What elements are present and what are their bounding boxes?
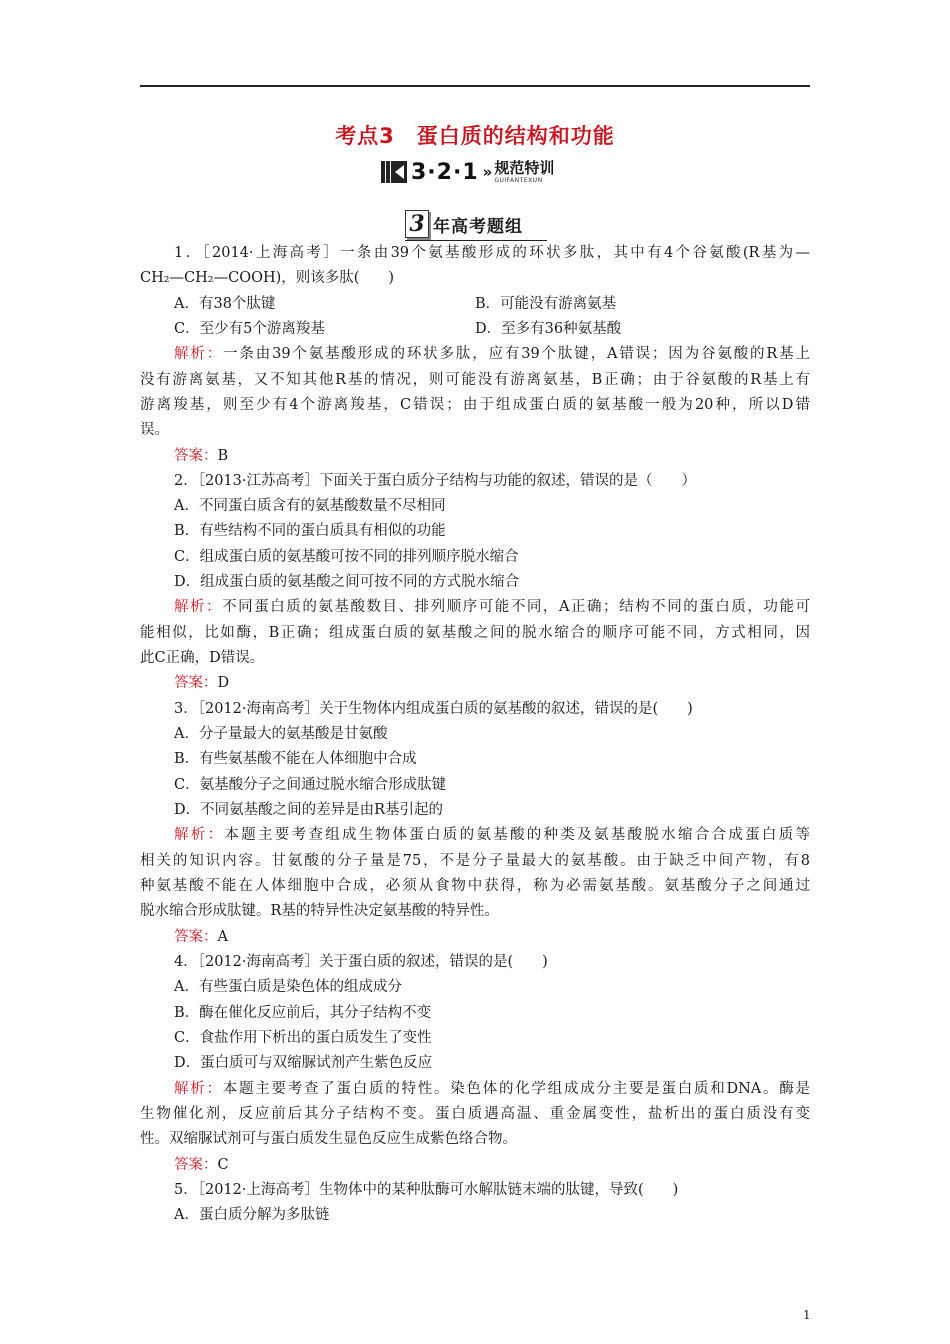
option-c: C．组成蛋白质的氨基酸可按不同的排列顺序脱水缩合 bbox=[174, 549, 519, 565]
question-stem: 1．［2014·上海高考］一条由39个氨基酸形成的环状多肽，其中有4个谷氨酸(R基为— bbox=[174, 245, 810, 261]
answer bbox=[174, 673, 229, 693]
answer bbox=[174, 446, 228, 466]
option-c: C．氨基酸分子之间通过脱水缩合形成肽键 bbox=[174, 777, 447, 793]
explanation-text: 没有游离氨基，又不知其他R基的情况，则可能没有游离氨基，B正确；由于谷氨酸的R基上有 bbox=[140, 372, 810, 388]
brand-logo bbox=[381, 158, 554, 186]
explanation-text: 性。双缩脲试剂可与蛋白质发生显色反应生成紫色络合物。 bbox=[140, 1131, 517, 1147]
explanation-text: 本题主要考查了蛋白质的特性。染色体的化学组成成分主要是蛋白质和DNA。酶是 bbox=[222, 1081, 810, 1097]
option-c: C．至少有5个游离羧基 bbox=[174, 321, 325, 337]
answer-value: C bbox=[217, 1157, 229, 1173]
answer bbox=[174, 1155, 229, 1175]
explanation-label: 解析： bbox=[174, 346, 224, 362]
option-d: D．蛋白质可与双缩脲试剂产生紫色反应 bbox=[174, 1055, 433, 1071]
section-heading bbox=[405, 210, 523, 238]
logo-number: 3·2·1 bbox=[411, 159, 479, 185]
explanation-text: 误。 bbox=[140, 422, 169, 438]
explanation-text: 能相似，比如酶，B正确；组成蛋白质的氨基酸之间的脱水缩合的顺序可能不同，方式相同，因 bbox=[140, 625, 810, 641]
explanation-text: 游离羧基，则至少有4个游离羧基，C错误；由于组成蛋白质的氨基酸一般为20种，所以D错 bbox=[140, 397, 810, 413]
question-stem-cont: CH₂—CH₂—COOH)，则该多肽( ) bbox=[140, 270, 395, 286]
page-title: 考点3 蛋白质的结构和功能 bbox=[335, 124, 615, 148]
explanation-text: 脱水缩合形成肽键。R基的特异性决定氨基酸的特异性。 bbox=[140, 903, 499, 919]
section-number-badge: 3 bbox=[405, 210, 429, 238]
explanation bbox=[174, 1079, 810, 1099]
option-a: A．有些蛋白质是染色体的组成成分 bbox=[174, 979, 402, 995]
answer-value: D bbox=[217, 675, 230, 691]
option-a: A．不同蛋白质含有的氨基酸数量不尽相同 bbox=[174, 498, 446, 514]
section-underline bbox=[405, 240, 547, 241]
option-d: D．组成蛋白质的氨基酸之间可按不同的方式脱水缩合 bbox=[174, 574, 520, 590]
option-d: D．至多有36种氨基酸 bbox=[475, 321, 622, 337]
question-stem: 5．［2012·上海高考］生物体中的某种肽酶可水解肽链末端的肽键，导致( ) bbox=[174, 1182, 679, 1198]
explanation-text: 不同蛋白质的氨基酸数目、排列顺序可能不同，A正确；结构不同的蛋白质，功能可 bbox=[222, 599, 810, 615]
answer-label: 答案： bbox=[174, 1157, 218, 1173]
section-title: 年高考题组 bbox=[433, 216, 523, 237]
logo-subtext: GUIFANTEXUN bbox=[494, 176, 543, 184]
explanation-text: 此C正确，D错误。 bbox=[140, 650, 265, 666]
explanation-text: 生物催化剂，反应前后其分子结构不变。蛋白质遇高温、重金属变性，盐析出的蛋白质没有变 bbox=[140, 1106, 810, 1122]
option-a: A．蛋白质分解为多肽链 bbox=[174, 1207, 330, 1223]
question-stem: 2．［2013·江苏高考］下面关于蛋白质分子结构与功能的叙述，错误的是（ ） bbox=[174, 473, 696, 489]
option-a: A．分子量最大的氨基酸是甘氨酸 bbox=[174, 726, 388, 742]
option-b: B．酶在催化反应前后，其分子结构不变 bbox=[174, 1005, 432, 1021]
explanation-label: 解析： bbox=[174, 599, 223, 615]
option-b: B．有些结构不同的蛋白质具有相似的功能 bbox=[174, 523, 446, 539]
option-b: B．有些氨基酸不能在人体细胞中合成 bbox=[174, 751, 417, 767]
answer-label: 答案： bbox=[174, 675, 218, 691]
logo-text: 规范特训 bbox=[494, 158, 555, 177]
double-chevron-icon: » bbox=[482, 163, 493, 181]
explanation-text: 本题主要考查组成生物体蛋白质的氨基酸的种类及氨基酸脱水缩合合成蛋白质等 bbox=[224, 827, 810, 843]
top-rule bbox=[140, 85, 810, 87]
explanation-label: 解析： bbox=[174, 1081, 223, 1097]
option-a: A．有38个肽键 bbox=[174, 296, 276, 312]
option-c: C．食盐作用下析出的蛋白质发生了变性 bbox=[174, 1030, 432, 1046]
explanation-text: 相关的知识内容。甘氨酸的分子量是75，不是分子量最大的氨基酸。由于缺乏中间产物，有8 bbox=[140, 853, 810, 869]
explanation-label: 解析： bbox=[174, 827, 225, 843]
question-stem: 4．［2012·海南高考］关于蛋白质的叙述，错误的是( ) bbox=[174, 954, 548, 970]
question-stem: 3．［2012·海南高考］关于生物体内组成蛋白质的氨基酸的叙述，错误的是( ) bbox=[174, 701, 693, 717]
logo-mark-icon bbox=[381, 161, 407, 183]
answer-value: B bbox=[217, 448, 229, 464]
option-b: B．可能没有游离氨基 bbox=[475, 296, 617, 312]
answer-label: 答案： bbox=[174, 448, 218, 464]
explanation bbox=[174, 597, 810, 617]
explanation-text: 种氨基酸不能在人体细胞中合成，必须从食物中获得，称为必需氨基酸。氨基酸分子之间通过 bbox=[140, 878, 810, 894]
answer-label: 答案： bbox=[174, 929, 218, 945]
answer bbox=[174, 927, 228, 947]
explanation bbox=[174, 825, 810, 845]
explanation bbox=[174, 344, 810, 364]
option-d: D．不同氨基酸之间的差异是由R基引起的 bbox=[174, 802, 444, 818]
explanation-text: 一条由39个氨基酸形成的环状多肽，应有39个肽键，A错误；因为谷氨酸的R基上 bbox=[223, 346, 810, 362]
answer-value: A bbox=[217, 929, 228, 945]
page-number: 1 bbox=[803, 1308, 811, 1322]
